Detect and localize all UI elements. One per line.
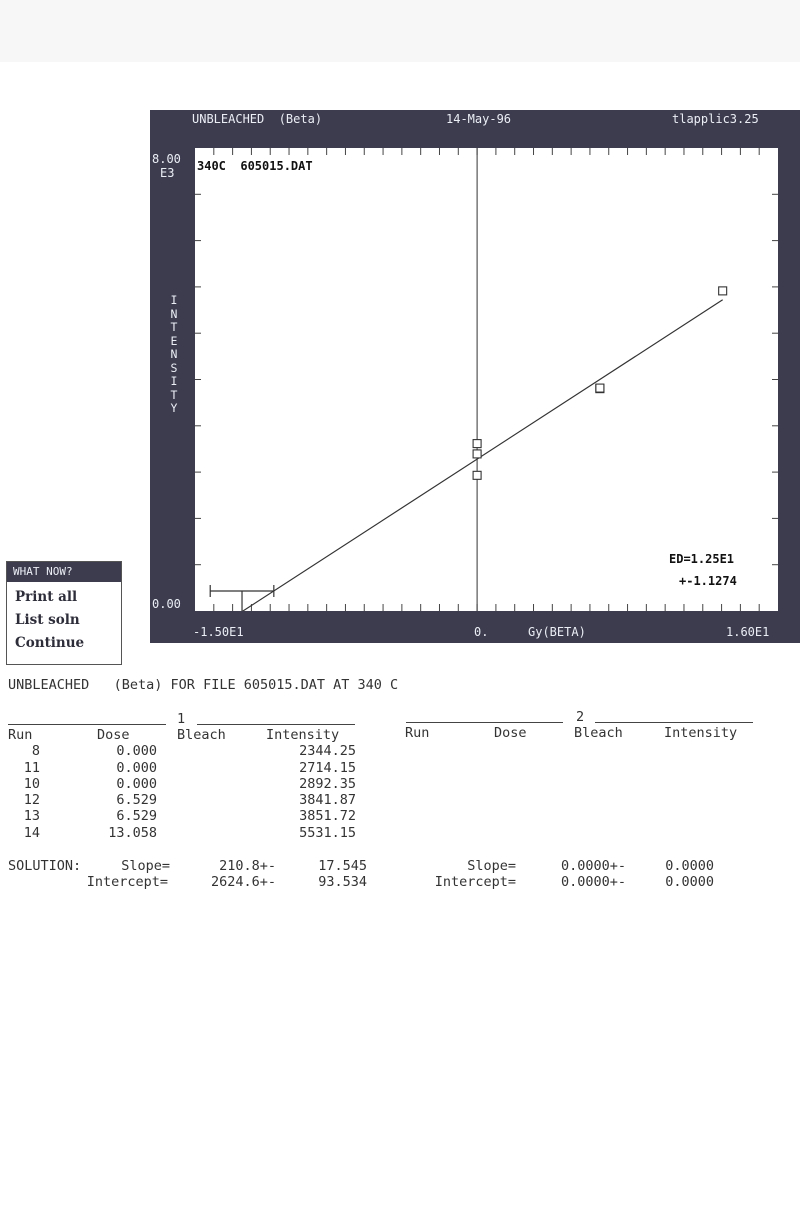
g2-slope-error: 0.0000 xyxy=(665,858,714,874)
dose-cell: 13.058 xyxy=(108,825,157,841)
intensity-cell: 5531.15 xyxy=(299,825,356,841)
x-max-label: 1.60E1 xyxy=(726,625,770,639)
report-title: UNBLEACHED (Beta) FOR FILE 605015.DAT AT 340 C xyxy=(8,677,399,693)
g2-header-run: Run xyxy=(405,725,430,741)
data-point xyxy=(473,471,481,479)
g2-intercept-label: Intercept= xyxy=(434,874,516,890)
intensity-cell: 2714.15 xyxy=(299,760,356,776)
plot-area xyxy=(195,148,778,611)
y-exponent-label: E3 xyxy=(160,166,175,180)
dose-cell: 0.000 xyxy=(116,743,157,759)
dose-cell: 6.529 xyxy=(116,808,157,824)
g2-header-intensity: Intensity xyxy=(664,725,738,741)
solution-label: SOLUTION: xyxy=(8,858,82,874)
g2-header-bleach: Bleach xyxy=(574,725,623,741)
program-version: tlapplic3.25 xyxy=(672,112,759,126)
data-point xyxy=(719,287,727,295)
intensity-cell: 2892.35 xyxy=(299,776,356,792)
intensity-cell: 2344.25 xyxy=(299,743,356,759)
plot-mode-title: UNBLEACHED (Beta) xyxy=(192,112,323,126)
data-point xyxy=(473,440,481,448)
x-axis-label: Gy(BETA) xyxy=(528,625,586,639)
y-min-label: 0.00 xyxy=(152,597,181,611)
menu-item-list-soln[interactable]: List soln xyxy=(15,612,80,628)
what-now-menu xyxy=(6,561,122,665)
run-cell: 14 xyxy=(23,825,40,841)
g2-intercept-error: 0.0000 xyxy=(665,874,714,890)
g1-header-run: Run xyxy=(8,727,33,743)
group2-rule-left xyxy=(406,722,563,723)
intensity-cell: 3851.72 xyxy=(299,808,356,824)
run-cell: 8 xyxy=(31,743,40,759)
menu-title: WHAT NOW? xyxy=(7,562,121,582)
run-cell: 12 xyxy=(23,792,40,808)
sample-label: 340C 605015.DAT xyxy=(197,159,313,173)
group2-number: 2 xyxy=(576,709,585,725)
intensity-cell: 3841.87 xyxy=(299,792,356,808)
plot-date: 14-May-96 xyxy=(446,112,512,126)
data-point xyxy=(596,384,604,392)
top-margin xyxy=(0,0,800,62)
g2-slope-label: Slope= xyxy=(467,858,516,874)
run-cell: 10 xyxy=(23,776,40,792)
group1-rule-right xyxy=(197,724,355,725)
group2-rule-right xyxy=(595,722,753,723)
x-min-label: -1.50E1 xyxy=(193,625,244,639)
dose-cell: 0.000 xyxy=(116,760,157,776)
g1-slope-error: 17.545 xyxy=(318,858,367,874)
y-max-label: 8.00 xyxy=(152,152,181,166)
g1-header-dose: Dose xyxy=(97,727,130,743)
g1-header-bleach: Bleach xyxy=(177,727,226,743)
g1-intercept-error: 93.534 xyxy=(318,874,367,890)
run-cell: 13 xyxy=(23,808,40,824)
g1-slope-label: Slope= xyxy=(121,858,170,874)
g1-slope-value: 210.8+- xyxy=(219,858,276,874)
dose-cell: 6.529 xyxy=(116,792,157,808)
g2-intercept-value: 0.0000+- xyxy=(560,874,626,890)
group1-rule-left xyxy=(8,724,166,725)
run-cell: 11 xyxy=(23,760,40,776)
menu-item-print-all[interactable]: Print all xyxy=(15,589,78,605)
g1-intercept-value: 2624.6+- xyxy=(210,874,276,890)
ed-error: +-1.1274 xyxy=(679,574,737,588)
y-axis-label: INTENSITY xyxy=(170,293,178,415)
dose-cell: 0.000 xyxy=(116,776,157,792)
x-zero-label: 0. xyxy=(474,625,489,639)
group1-number: 1 xyxy=(177,711,186,727)
ed-value: ED=1.25E1 xyxy=(669,552,735,566)
g1-intercept-label: Intercept= xyxy=(86,874,168,890)
data-point xyxy=(473,450,481,458)
g1-header-intensity: Intensity xyxy=(266,727,340,743)
g2-header-dose: Dose xyxy=(494,725,527,741)
menu-item-continue[interactable]: Continue xyxy=(15,635,85,651)
g2-slope-value: 0.0000+- xyxy=(560,858,626,874)
